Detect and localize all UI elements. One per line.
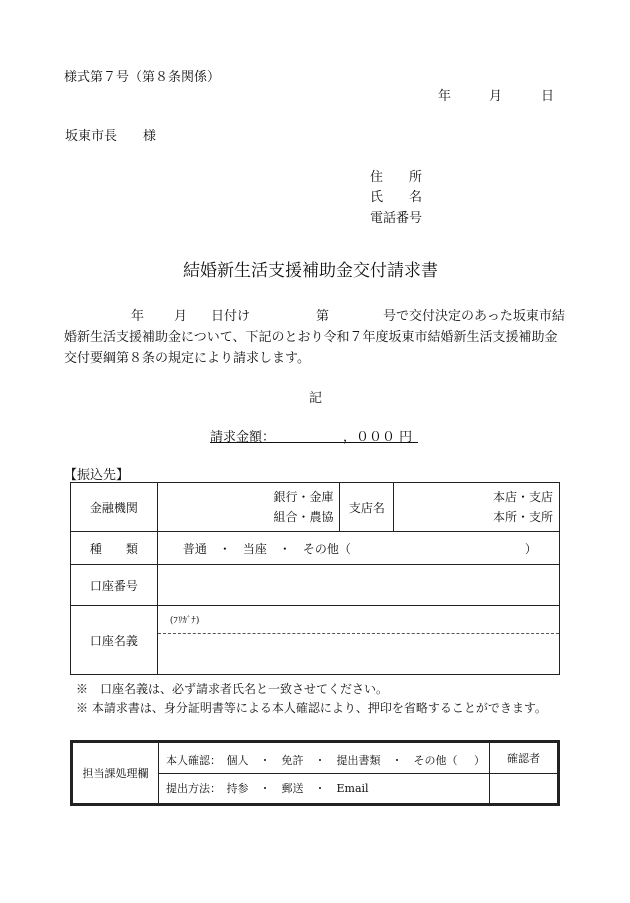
branch-cell[interactable] — [394, 483, 560, 532]
note-1: ※ 口座名義は、必ず請求者氏名と一致させてください。 — [76, 682, 389, 696]
furigana-divider — [158, 633, 559, 634]
note-2: ※ 本請求書は、身分証明書等による本人確認により、押印を省略することができます。 — [76, 701, 547, 715]
confirmer-stamp-cell[interactable] — [490, 773, 558, 804]
date-month: 月 — [489, 89, 503, 104]
account-name-cell[interactable] — [157, 606, 559, 675]
processing-label: 担当課処理欄 — [73, 743, 159, 804]
phone-label: 電話番号 — [370, 211, 423, 226]
verification-close: ） — [474, 754, 485, 767]
branch-label: 支店名 — [340, 483, 394, 532]
account-name-label: 口座名義 — [71, 606, 158, 675]
body-date-suffix: 日付け — [211, 309, 251, 324]
branch-type-1: 本店・支店 — [492, 490, 553, 504]
transfer-heading: 【振込先】 — [64, 468, 130, 483]
date-year: 年 — [438, 89, 452, 104]
address-label: 住 所 — [370, 170, 423, 185]
bank-type-1: 銀行・金庫 — [273, 490, 334, 504]
branch-type-2: 本所・支所 — [492, 510, 553, 524]
addressee: 坂東市長 様 — [65, 129, 157, 144]
institution-label: 金融機関 — [71, 483, 158, 532]
verification-cell[interactable] — [159, 743, 490, 774]
submission-text: 提出方法： 持参 ・ 郵送 ・ Email — [166, 782, 369, 796]
confirmer-label: 確認者 — [490, 743, 558, 774]
body-line3: 交付要綱第８条の規定により請求します。 — [64, 351, 310, 366]
processing-box — [70, 740, 560, 806]
name-label: 氏 名 — [370, 190, 423, 205]
body-line2: 婚新生活支援補助金について、下記のとおり令和７年度坂東市結婚新生活支援補助金 — [64, 330, 558, 345]
body-number-prefix: 第 — [316, 309, 330, 324]
body-month: 月 — [174, 309, 188, 324]
type-cell[interactable] — [157, 532, 559, 565]
claim-label: 請求金額： — [210, 430, 276, 445]
type-label: 種 類 — [71, 532, 158, 565]
furigana-label: (ﾌﾘｶﾞﾅ) — [169, 616, 200, 626]
submission-cell[interactable] — [159, 773, 490, 804]
processing-table — [72, 742, 558, 804]
type-options: 普通 ・ 当座 ・ その他（ — [182, 542, 351, 556]
account-number-label: 口座番号 — [71, 565, 158, 606]
form-number: 様式第７号（第８条関係） — [64, 70, 221, 85]
institution-cell[interactable] — [157, 483, 340, 532]
body-year: 年 — [131, 309, 145, 324]
date-day: 日 — [541, 89, 555, 104]
verification-text: 本人確認： 個人 ・ 免許 ・ 提出書類 ・ その他（ — [166, 754, 458, 767]
type-close: ） — [524, 542, 537, 556]
body-line1: 号で交付決定のあった坂東市結 — [383, 309, 565, 324]
page-title: 結婚新生活支援補助金交付請求書 — [183, 261, 438, 281]
bank-table — [70, 482, 560, 675]
bank-type-2: 組合・農協 — [273, 510, 334, 524]
account-number-cell[interactable] — [157, 565, 559, 606]
claim-amount-line — [210, 426, 418, 443]
claim-amount-suffix: ，０００ 円 — [343, 430, 413, 445]
ki-marker: 記 — [309, 391, 323, 406]
